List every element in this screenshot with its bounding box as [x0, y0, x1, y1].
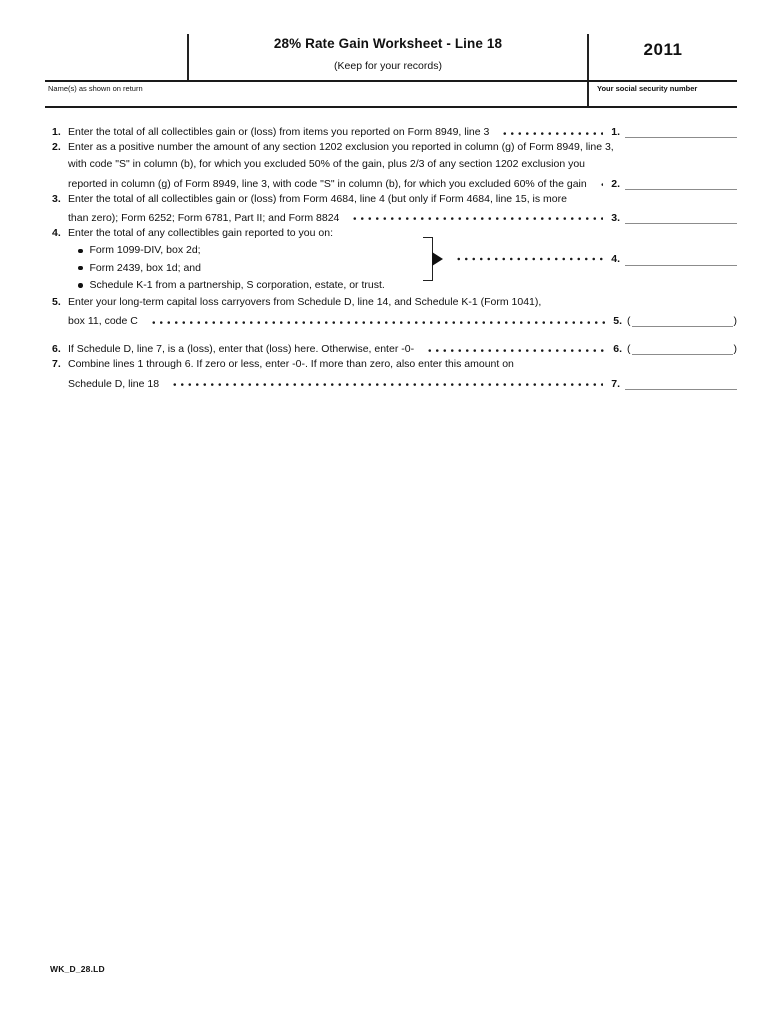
line-text: Enter as a positive number the amount of any section 1202 exclusion you reported in column (g) of Form 8949, line 3, — [68, 141, 614, 154]
open-paren: ( — [627, 343, 631, 356]
line-text: Enter your long-term capital loss carryovers from Schedule D, line 14, and Schedule K-1 (Form 1041), — [68, 295, 542, 308]
name-label: Name(s) as shown on return — [48, 84, 143, 93]
line-number: 1. — [52, 126, 61, 138]
bullet-icon — [78, 266, 83, 271]
dot-leader — [169, 374, 603, 391]
page-title: 28% Rate Gain Worksheet - Line 18 — [273, 36, 503, 51]
line-number: 6. — [52, 343, 61, 356]
line-text: reported in column (g) of Form 8949, line 3, with code "S" in column (b), for which you excluded 60% of the gain — [68, 177, 587, 190]
line-label: 5. — [613, 315, 622, 328]
line-label: 3. — [611, 211, 620, 224]
bullet-icon — [78, 283, 83, 288]
line-7-row — [45, 356, 737, 373]
dot-leader — [148, 311, 605, 328]
line-2-row-cont — [45, 156, 737, 173]
line-text: If Schedule D, line 7, is a (loss), enter that (loss) here. Otherwise, enter -0- — [68, 343, 415, 356]
header-rule-bottom — [45, 106, 737, 108]
line-5-row — [45, 294, 737, 311]
line-text: Schedule K-1 from a partnership, S corporation, estate, or trust. — [89, 278, 385, 291]
dot-leader — [349, 208, 603, 225]
year-cell — [589, 40, 737, 60]
dot-leader — [424, 339, 605, 356]
line-text: Combine lines 1 through 6. If zero or less, enter -0-. If more than zero, also enter this amount on — [68, 358, 514, 371]
line-3-row-cont — [45, 208, 737, 225]
tax-year: 2011 — [643, 40, 683, 59]
form-code: WK_D_28.LD — [50, 964, 105, 974]
line-5-row-cont — [45, 311, 737, 328]
line-1-amount-field[interactable] — [625, 125, 737, 138]
parenthesized-entry — [627, 311, 737, 330]
line-text: Form 2439, box 1d; and — [89, 261, 201, 274]
line-7-row-cont — [45, 374, 737, 391]
arrow-right-icon — [432, 252, 443, 266]
line-6-amount-field[interactable] — [632, 342, 733, 355]
header-title-cell — [189, 36, 587, 72]
line-number: 4. — [52, 227, 61, 240]
open-paren: ( — [627, 315, 631, 328]
line-number: 3. — [52, 192, 61, 205]
line-2-row-cont — [45, 174, 737, 191]
line-label: 4. — [611, 253, 620, 265]
line-label: 6. — [613, 343, 622, 356]
line-6-row — [45, 339, 737, 356]
worksheet — [45, 122, 737, 391]
line-label: 2. — [611, 177, 620, 190]
line-text: Enter the total of any collectibles gain reported to you on: — [68, 227, 333, 240]
line-number: 7. — [52, 358, 61, 371]
line-2-row — [45, 139, 737, 156]
line-number: 5. — [52, 295, 61, 308]
dot-leader — [597, 174, 604, 191]
header-rule-top — [45, 80, 737, 82]
line-1-row — [45, 122, 737, 139]
page-subtitle: (Keep for your records) — [334, 60, 442, 72]
line-text: Enter the total of all collectibles gain or (loss) from items you reported on Form 8949, line 3 — [68, 126, 490, 138]
ssn-label: Your social security number — [597, 84, 698, 93]
line-4-amount-field[interactable] — [625, 252, 737, 266]
line-label: 1. — [611, 126, 620, 138]
line-text: than zero); Form 6252; Form 6781, Part II; and Form 8824 — [68, 211, 340, 224]
close-paren: ) — [733, 343, 737, 356]
line-text: box 11, code C — [68, 315, 138, 328]
line-3-row — [45, 191, 737, 208]
line-text: Schedule D, line 18 — [68, 377, 160, 390]
line-5-amount-field[interactable] — [632, 314, 733, 327]
line-text: Enter the total of all collectibles gain or (loss) from Form 4684, line 4 (but only if Form 4684, line 15, is more — [68, 192, 567, 205]
name-field[interactable] — [46, 94, 584, 106]
dot-leader — [499, 122, 603, 139]
line-3-amount-field[interactable] — [625, 211, 737, 224]
line-text: Form 1099-DIV, box 2d; — [89, 244, 201, 257]
line-number: 2. — [52, 141, 61, 154]
line-2-amount-field[interactable] — [625, 177, 737, 190]
close-paren: ) — [733, 315, 737, 328]
bullet-icon — [78, 249, 83, 254]
line-text: with code "S" in column (b), for which you excluded 50% of the gain, plus 2/3 of any section 1202 exclusion you — [68, 158, 586, 171]
ssn-field[interactable] — [592, 94, 736, 106]
parenthesized-entry — [627, 339, 737, 358]
line-label: 7. — [611, 377, 620, 390]
line-7-amount-field[interactable] — [625, 377, 737, 390]
dot-leader — [453, 237, 603, 281]
line-4-entry-group — [423, 237, 737, 281]
